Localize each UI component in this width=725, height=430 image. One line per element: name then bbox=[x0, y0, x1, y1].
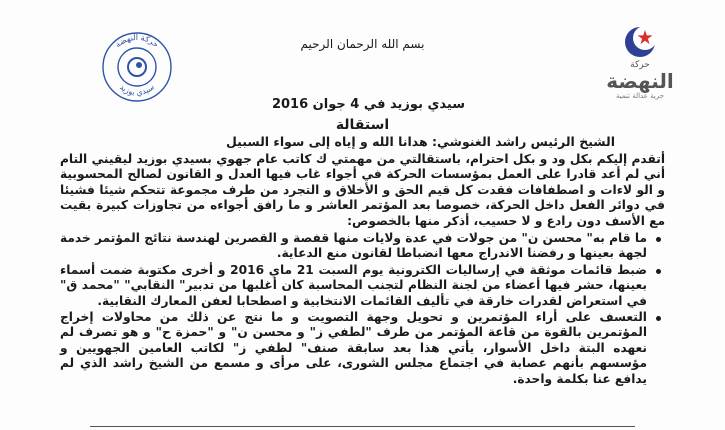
logo-tagline: حرية عدالة تنمية bbox=[616, 92, 664, 100]
logo-wordmark: النهضة bbox=[606, 69, 674, 93]
letter-body bbox=[60, 152, 665, 388]
stamp-emblem-icon bbox=[128, 58, 146, 76]
letter-salutation: الشيخ الرئيس راشد الغنوشي: هدانا الله و إياه إلى سواء السبيل bbox=[226, 134, 615, 149]
svg-text:سيدي بوزيد bbox=[118, 82, 156, 97]
basmala: بسم الله الرحمان الرحيم bbox=[300, 37, 425, 51]
bullet-icon bbox=[656, 237, 661, 242]
points-list bbox=[60, 231, 665, 387]
list-item bbox=[60, 310, 647, 387]
bullet-icon bbox=[656, 269, 661, 274]
ennahda-logo bbox=[585, 20, 695, 100]
list-item-text: التعسف على أراء المؤتمرين و تحويل وجهة التصويت و ما نتج عن ذلك من محاولات إخراج المؤتمرين بالقوة من قاعة المؤتمر من طرف "لطفي ز" و محسن ن" و "حمزة ح" و هو تصرف لم نعهده البتة داخل الأسوار، يأتي هذا بعد سابقة صنف" لطفي ز" لكاتب العامين الجهويين و مؤسسهم بأنهم عصابة في اجتماع مجلس الشورى، على مرأى و مسمع من الشيخ راشد الذي لم يدافع عنا بكلمة واحدة. bbox=[60, 310, 647, 386]
bullet-icon bbox=[656, 316, 661, 321]
stamp-text-top: حركة النهضة bbox=[113, 32, 161, 50]
letter-title: استقالة bbox=[335, 117, 390, 133]
logo-label-small: حركة bbox=[630, 60, 650, 70]
list-item bbox=[60, 231, 647, 262]
list-item bbox=[60, 263, 647, 309]
bottom-rule bbox=[90, 426, 635, 427]
list-item-text: ضبط قائمات موثقة في إرساليات الكترونية يوم السبت 21 ماي 2016 و أخرى مكتوبة ضمت أسماء بعينها، حشر فيها أعضاء من لجنة النظام لتجنب المحاسبة كان أغلبها من تدبير" النقابي" "محمد ق" في استعراض لقدرات خارقة في تأليف القائمات الانتخابية و اصطحابا لعفن المعارك النقابية. bbox=[60, 262, 647, 308]
stamp-text-bottom: سيدي بوزيد bbox=[118, 82, 156, 98]
letter-date: سيدي بوزيد في 4 جوان 2016 bbox=[271, 97, 465, 112]
list-item-text: ما قام به" محسن ن" من جولات في عدة ولايات منها قفصة و القصرين لهندسة نتائج المؤتمر خدمة لجهة بعينها و رفضنا الاندراج معها انضباطا لقانون منع الدعاية. bbox=[60, 231, 647, 261]
intro-paragraph: أتقدم إليكم بكل ود و بكل احترام، باستقالتي من مهمتي ك كاتب عام جهوي بسيدي بوزيد ليقيني التام أني لم أعد قادرا على العمل بمؤسسات الحركة في أجواء غاب فيها العدل و القانون لصالح المحسوبية و الو لاءات و اصطفافات فقدت كل قيم الحق و الأخلاق و التجرد من طرف مجموعة تتحكم شيئا فشيئا في دوائر الفعل داخل الحركة، خصوصا بعد المؤتمر العاشر و ما رافق أجواءه من تجاوزات كبيرة بقيت مع الأسف دون رادع و لا حسيب، أذكر منها بالخصوص: bbox=[60, 152, 665, 228]
